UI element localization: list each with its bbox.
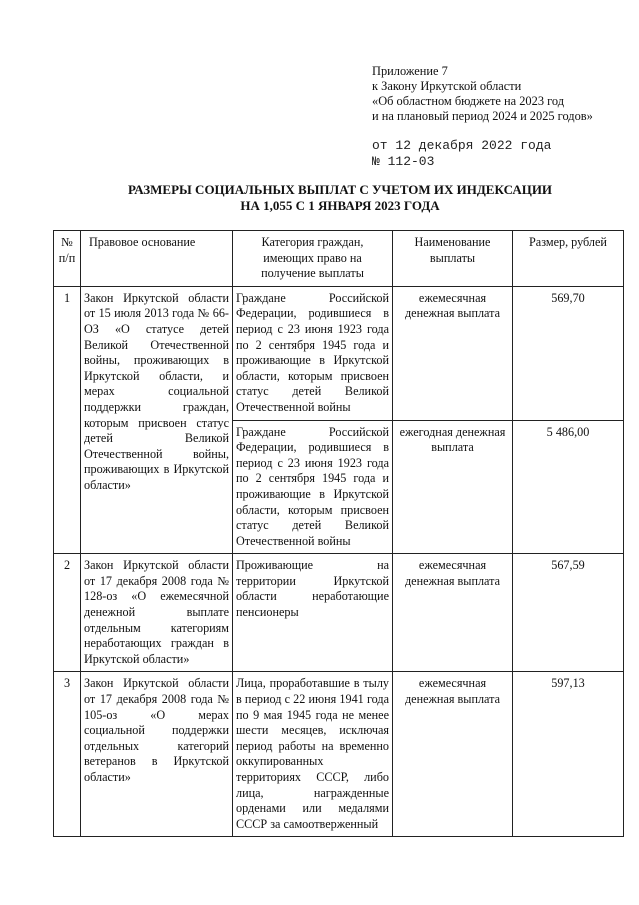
title-line-1: РАЗМЕРЫ СОЦИАЛЬНЫХ ВЫПЛАТ С УЧЕТОМ ИХ ИНДЕКСАЦИИ	[127, 182, 553, 197]
appendix-line-4: и на плановый период 2024 и 2025 годов»	[372, 109, 593, 123]
row-2-amount: 567,59	[513, 554, 624, 672]
registration-stamp	[372, 138, 551, 170]
row-1a-category: Граждане Российской Федерации, родившиеся в период с 23 июня 1923 года по 2 сентября 1945 года и проживающие в Иркутской области, которым присвоен статус детей Великой Отечественной войны	[233, 286, 393, 420]
row-2-num: 2	[54, 554, 81, 672]
table-header-row	[54, 231, 624, 287]
row-1a-payment-name: ежемесячная денежная выплата	[393, 286, 513, 420]
row-2-category: Проживающие на территории Иркутской области неработающие пенсионеры	[233, 554, 393, 672]
table-row	[54, 554, 624, 672]
title-line-2: НА 1,055 С 1 ЯНВАРЯ 2023 ГОДА	[240, 198, 440, 213]
table-row	[54, 286, 624, 420]
row-3-num: 3	[54, 672, 81, 837]
row-1b-amount: 5 486,00	[513, 420, 624, 554]
payments-table	[53, 230, 624, 837]
row-1b-category: Граждане Российской Федерации, родившиеся в период с 23 июня 1923 года по 2 сентября 1945 года и проживающие в Иркутской области, которым присвоен статус детей Великой Отечественной войны	[233, 420, 393, 554]
header-num: № п/п	[54, 231, 81, 287]
row-3-amount: 597,13	[513, 672, 624, 837]
appendix-line-2: к Закону Иркутской области	[372, 79, 522, 93]
row-2-payment-name: ежемесячная денежная выплата	[393, 554, 513, 672]
row-2-basis: Закон Иркутской области от 17 декабря 2008 года № 128-оз «О ежемесячной денежной выплате отдельным категориям неработающих граждан в Иркутской области»	[81, 554, 233, 672]
header-basis: Правовое основание	[81, 231, 233, 287]
row-3-payment-name: ежемесячная денежная выплата	[393, 672, 513, 837]
row-1-basis: Закон Иркутской области от 15 июля 2013 года № 66-ОЗ «О статусе детей Великой Отечественной войны, проживающих в Иркутской области, и мерах социальной поддержки граждан, которым присвоен статус детей Великой Отечественной войны, проживающих в Иркутской области»	[81, 286, 233, 554]
row-1-num: 1	[54, 286, 81, 554]
header-category: Категория граждан, имеющих право на получение выплаты	[233, 231, 393, 287]
appendix-line-1: Приложение 7	[372, 64, 448, 78]
row-3-category: Лица, проработавшие в тылу в период с 22 июня 1941 года по 9 мая 1945 года не менее шести месяцев, исключая период работы на временно оккупированных территориях СССР, либо лица, награжденные орденами или медалями СССР за самоотверженный	[233, 672, 393, 837]
header-amount: Размер, рублей	[513, 231, 624, 287]
row-1a-amount: 569,70	[513, 286, 624, 420]
table-row	[54, 672, 624, 837]
row-1b-payment-name: ежегодная денежная выплата	[393, 420, 513, 554]
stamp-number: № 112-03	[372, 154, 435, 169]
document-title	[60, 182, 620, 214]
appendix-line-3: «Об областном бюджете на 2023 год	[372, 94, 565, 108]
stamp-date: от 12 декабря 2022 года	[372, 138, 552, 153]
header-name: Наименование выплаты	[393, 231, 513, 287]
row-3-basis: Закон Иркутской области от 17 декабря 2008 года № 105-оз «О мерах социальной поддержки отдельных категорий ветеранов в Иркутской области»	[81, 672, 233, 837]
appendix-header	[372, 64, 593, 124]
